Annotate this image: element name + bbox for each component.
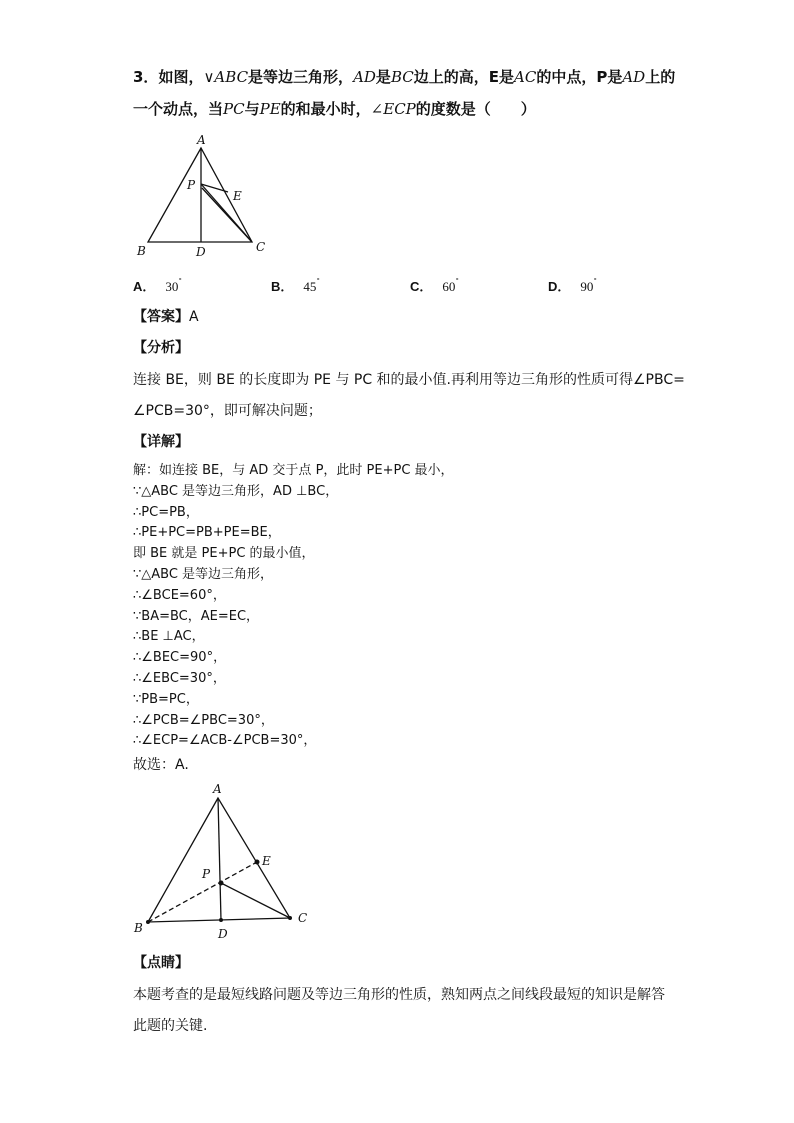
answer-value: A — [189, 309, 199, 325]
question-line1-segment: AD — [622, 68, 646, 86]
question-line1-segment: 是 — [498, 68, 514, 86]
label-c: C — [256, 240, 266, 254]
comment-line-2: 此题的关键. — [133, 1018, 208, 1034]
detail-step: ∴PC=PB， — [133, 504, 199, 520]
question-line1-segment: 是 — [375, 68, 391, 86]
label-e: E — [233, 189, 242, 203]
detail-step: ∴PE+PC=PB+PE=BE， — [133, 525, 281, 541]
question-line-1 — [133, 66, 675, 87]
figure-1-triangle — [130, 130, 280, 265]
question-line1-segment: 是 — [607, 68, 623, 86]
question-line1-segment: ∨ABC — [203, 68, 249, 86]
answer — [133, 306, 199, 326]
analysis-line-2: ∠PCB=30°，即可解决问题； — [133, 403, 322, 419]
question-line2-segment: ∠ECP — [370, 100, 416, 118]
question-line2-segment: 一个动点，当 — [133, 100, 224, 118]
question-line1-segment: BC — [390, 68, 414, 86]
label-p-2: P — [202, 867, 211, 881]
comment-heading: 【点睛】 — [133, 955, 189, 971]
question-line1-segment: 上的 — [645, 68, 676, 86]
question-text-1 — [158, 68, 675, 86]
label-a: A — [197, 133, 206, 147]
question-line2-segment: 的和最小时， — [280, 100, 371, 118]
question-line2-segment: 与 — [244, 100, 260, 118]
option-c: C． 60˚ — [410, 276, 459, 294]
question-line1-segment: P — [596, 68, 608, 86]
detail-step: ∴∠BEC=90°， — [133, 650, 227, 666]
question-line1-segment: 的中点， — [536, 68, 597, 86]
answer-heading: 【答案】 — [133, 309, 189, 325]
label-c-2: C — [298, 911, 308, 925]
detail-step: 解：如连接 BE，与 AD 交于点 P，此时 PE+PC 最小， — [133, 463, 454, 478]
segment-ad-2 — [218, 798, 221, 920]
option-d: D． 90˚ — [548, 276, 597, 294]
comment-line-1: 本题考查的是最短线路问题及等边三角形的性质，熟知两点之间线段最短的知识是解答 — [133, 987, 665, 1003]
point-d — [219, 918, 223, 922]
question-line2-segment: PE — [259, 100, 281, 118]
label-e-2: E — [262, 854, 271, 868]
label-d: D — [196, 245, 206, 259]
label-p: P — [187, 178, 196, 192]
question-line1-segment: 边上的高， — [413, 68, 489, 86]
question-line1-segment: 如图， — [158, 68, 204, 86]
analysis-heading: 【分析】 — [133, 340, 189, 356]
label-b-2: B — [134, 921, 143, 935]
label-b: B — [137, 244, 146, 258]
detail-step: ∵PB=PC， — [133, 691, 199, 707]
question-line1-segment: AC — [514, 68, 537, 86]
question-line2-segment: 的度数是（ ） — [415, 100, 536, 118]
figure-2-triangle — [128, 780, 318, 945]
detail-step: ∴∠ECP=∠ACB-∠PCB=30°， — [133, 733, 317, 749]
question-line1-segment: E — [488, 68, 499, 86]
detail-step: ∵△ABC 是等边三角形，AD ⊥BC， — [133, 483, 339, 499]
detail-step: ∴BE ⊥AC， — [133, 629, 205, 645]
question-line1-segment: 是等边三角形， — [248, 68, 354, 86]
label-a-2: A — [213, 782, 222, 796]
option-a: A． 30˚ — [133, 276, 182, 294]
detail-step: ∵△ABC 是等边三角形， — [133, 567, 274, 582]
question-text-2 — [133, 100, 536, 118]
detail-step: ∴∠PCB=∠PBC=30°， — [133, 712, 274, 728]
detail-step: ∴∠EBC=30°， — [133, 671, 226, 686]
question-line-2 — [133, 98, 536, 119]
analysis-line-1: 连接 BE，则 BE 的长度即为 PE 与 PC 和的最小值.再利用等边三角形的性质可得∠PBC= — [133, 372, 685, 388]
point-c — [288, 916, 292, 920]
label-d-2: D — [218, 927, 228, 941]
detail-step: 即 BE 就是 PE+PC 的最小值， — [133, 546, 315, 562]
point-b — [146, 920, 150, 924]
point-p — [219, 881, 224, 886]
question-line1-segment: AD — [353, 68, 376, 86]
question-number: 3． — [133, 68, 159, 86]
detail-step: ∵BA=BC，AE=EC， — [133, 608, 260, 624]
question-line2-segment: PC — [223, 100, 245, 118]
point-e — [255, 860, 260, 865]
detail-heading: 【详解】 — [133, 434, 189, 450]
option-b: B． 45˚ — [271, 276, 320, 294]
detail-conclusion: 故选：A. — [133, 757, 189, 773]
detail-step: ∴∠BCE=60°， — [133, 587, 226, 603]
